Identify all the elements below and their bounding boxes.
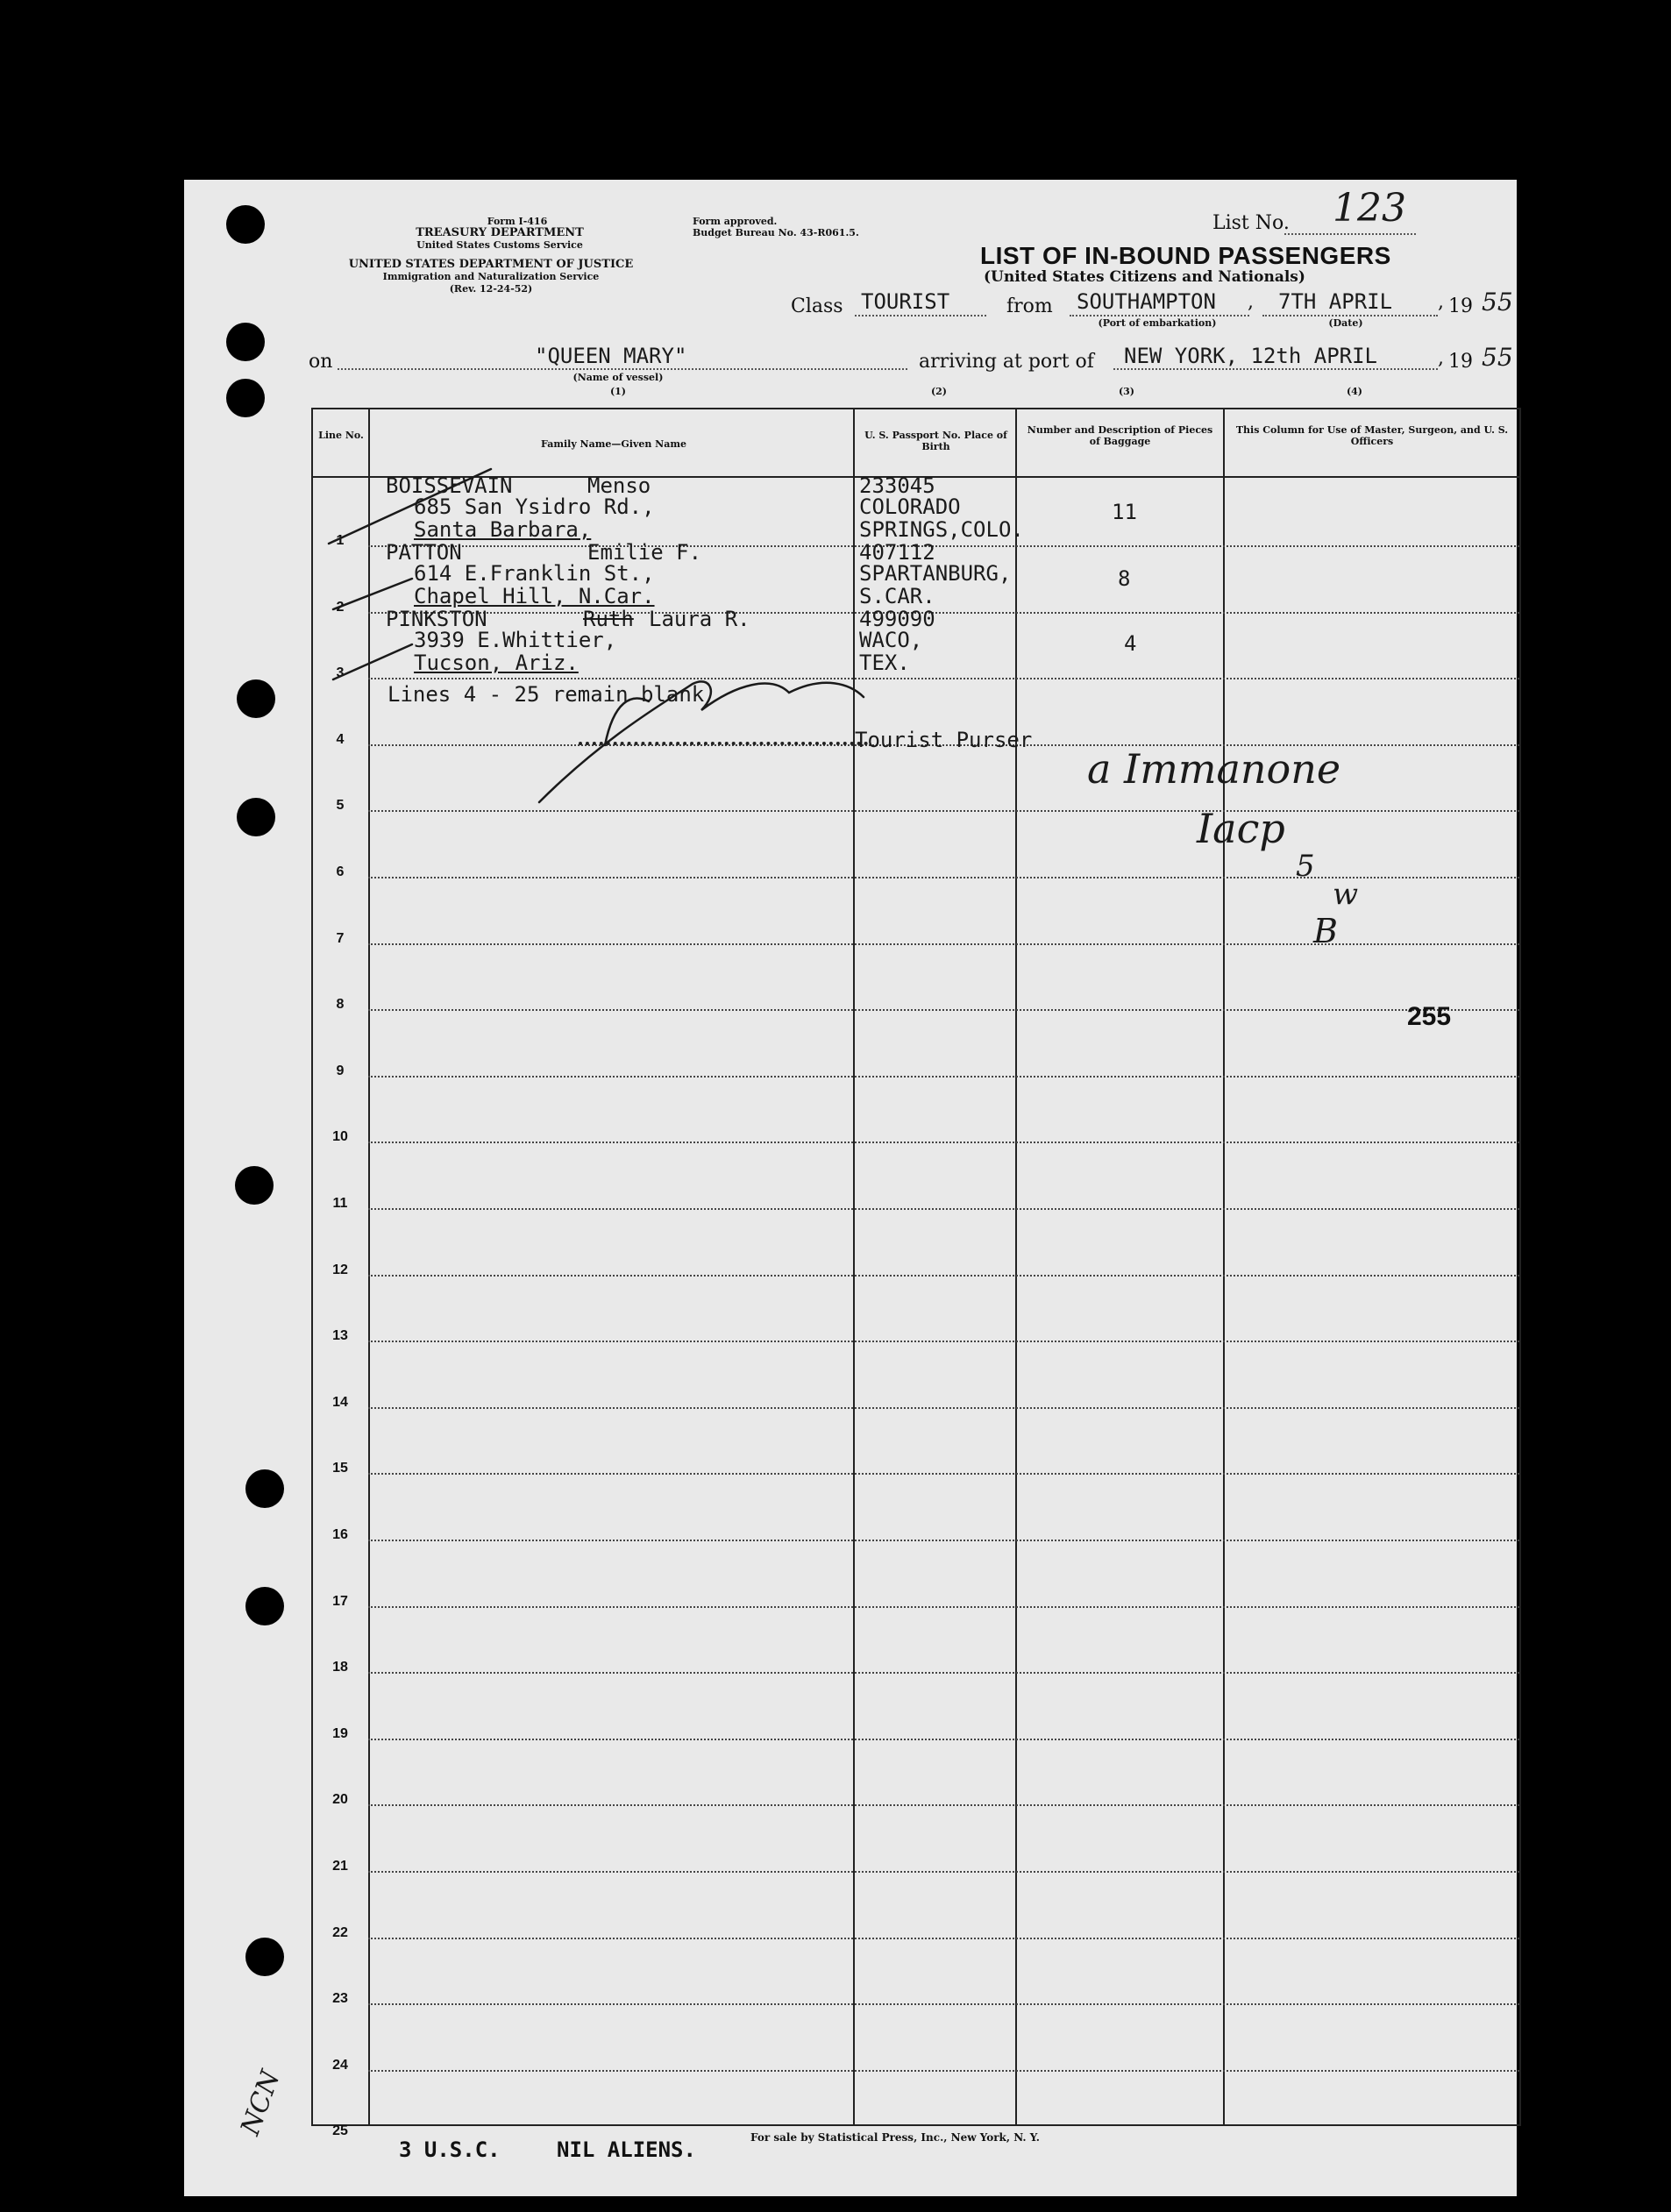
line-number: 4 (336, 731, 345, 747)
line-number: 3 (336, 665, 345, 681)
line-number: 19 (332, 1725, 348, 1741)
entry-3-passport: 499090 (859, 607, 935, 631)
purser-label: Tourist Purser (855, 728, 1033, 752)
header-line-no: Line No. (318, 430, 364, 441)
hand-note-3: 5 (1296, 849, 1315, 884)
entry-1-passport: 233045 (859, 473, 935, 498)
footer-printer: For sale by Statistical Press, Inc., New York, N. Y. (750, 2131, 1040, 2144)
entry-3-birth2: TEX. (859, 651, 910, 675)
entry-2-addr1: 614 E.Franklin St., (414, 561, 655, 586)
entry-1-baggage: 11 (1112, 500, 1137, 524)
line-number: 9 (336, 1063, 345, 1078)
line-number: 24 (332, 2057, 348, 2073)
entry-2-baggage: 8 (1118, 566, 1131, 591)
entry-1-addr1: 685 San Ysidro Rd., (414, 494, 655, 519)
entry-3-struck: Ruth (583, 607, 634, 631)
embark-year: 55 (1482, 288, 1513, 317)
entry-2-surname: PATTON (386, 540, 462, 565)
budget-bureau: Budget Bureau No. 43-R061.5. (693, 227, 859, 238)
treasury-dept: TREASURY DEPARTMENT (416, 226, 584, 239)
line-number: 11 (332, 1196, 348, 1211)
header-baggage: Number and Description of Pieces of Baggage (1027, 424, 1213, 447)
footer-law-ref: 3 U.S.C. (399, 2137, 501, 2162)
entry-3-addr1: 3939 E.Whittier, (414, 628, 617, 652)
entry-3-birth1: WACO, (859, 628, 923, 652)
line-number: 8 (336, 997, 345, 1013)
line-number: 17 (332, 1593, 348, 1609)
caption-3: (3) (1118, 386, 1135, 397)
line-number: 15 (332, 1461, 348, 1476)
caption-2: (2) (930, 386, 948, 397)
form-approved: Form approved. (693, 216, 778, 227)
entry-2-birth1: SPARTANBURG, (859, 561, 1012, 586)
line-number: 2 (336, 599, 345, 615)
entry-1-birth1: COLORADO (859, 494, 961, 519)
line-number: 1 (336, 533, 345, 548)
ins-title: Immigration and Naturalization Service (382, 271, 600, 282)
entry-3-surname: PINKSTON (386, 607, 487, 631)
caption-1: (1) (609, 386, 627, 397)
customs-service: United States Customs Service (416, 239, 583, 251)
remain-blank-note: Lines 4 - 25 remain blank (388, 682, 705, 707)
arrival-port-date: NEW YORK, 12th APRIL (1124, 344, 1377, 368)
embark-port: SOUTHAMPTON (1077, 289, 1216, 314)
line-number: 6 (336, 864, 345, 879)
line-number: 23 (332, 1991, 348, 2007)
header-passport: U. S. Passport No. Place of Birth (864, 430, 1007, 452)
margin-note: NCN (235, 2066, 287, 2139)
line-number: 22 (332, 1924, 348, 1940)
stamp-number: 255 (1407, 1002, 1452, 1031)
hand-note-4: B (1313, 912, 1338, 950)
hand-note-2: Iacp (1197, 805, 1285, 852)
from-label: from (1006, 295, 1053, 317)
line-number: 25 (332, 2123, 348, 2139)
arriving-label: arriving at port of (919, 351, 1094, 373)
year-prefix-1: 19 (1448, 295, 1473, 317)
revision: (Rev. 12-24-52) (449, 283, 533, 295)
entry-2-given: Emilie F. (587, 540, 702, 565)
entry-1-surname: BOISSEVAIN (386, 473, 513, 498)
entry-1-birth2: SPRINGS,COLO. (859, 517, 1024, 542)
entry-2-birth2: S.CAR. (859, 584, 935, 608)
line-number: 20 (332, 1792, 348, 1808)
line-number: 18 (332, 1660, 348, 1675)
entry-3-given: Laura R. (649, 607, 750, 631)
hand-note-1: a Immanone (1087, 745, 1341, 793)
line-number: 13 (332, 1328, 348, 1344)
list-no: 123 (1333, 186, 1406, 231)
hand-note-5: w (1333, 877, 1359, 912)
entry-2-passport: 407112 (859, 540, 935, 565)
line-number: 12 (332, 1262, 348, 1277)
line-number: 7 (336, 930, 345, 946)
header-name: Family Name—Given Name (541, 438, 686, 450)
doj-title: UNITED STATES DEPARTMENT OF JUSTICE (348, 258, 634, 271)
class-value: TOURIST (861, 289, 950, 314)
line-number: 10 (332, 1129, 348, 1145)
page-subtitle: (United States Citizens and Nationals) (984, 268, 1305, 286)
header-officers: This Column for Use of Master, Surgeon, and U. S. Officers (1235, 424, 1509, 447)
page-title: LIST OF IN-BOUND PASSENGERS (980, 242, 1391, 269)
form-id: Form I-416 (487, 216, 548, 227)
line-number: 16 (332, 1527, 348, 1542)
entry-3-addr2: Tucson, Ariz. (414, 651, 579, 675)
embark-date: 7TH APRIL (1278, 289, 1393, 314)
entry-3-baggage: 4 (1124, 631, 1137, 656)
arrival-year: 55 (1482, 343, 1513, 372)
entry-2-addr2: Chapel Hill, N.Car. (414, 584, 655, 608)
entry-1-given: Menso (587, 473, 651, 498)
class-label: Class (791, 295, 843, 317)
line-number: 5 (336, 798, 345, 814)
vessel-name: "QUEEN MARY" (535, 344, 687, 368)
vessel-caption: (Name of vessel) (572, 372, 664, 383)
year-prefix-2: 19 (1448, 351, 1473, 373)
line-number: 14 (332, 1394, 348, 1410)
date-caption: (Date) (1328, 317, 1363, 329)
list-no-label: List No. (1212, 212, 1290, 234)
entry-1-addr2: Santa Barbara, (414, 517, 592, 542)
line-number: 21 (332, 1859, 348, 1874)
caption-4: (4) (1346, 386, 1363, 397)
on-label: on (309, 351, 333, 373)
port-caption: (Port of embarkation) (1098, 317, 1217, 329)
footer-aliens: NIL ALIENS. (557, 2137, 696, 2162)
